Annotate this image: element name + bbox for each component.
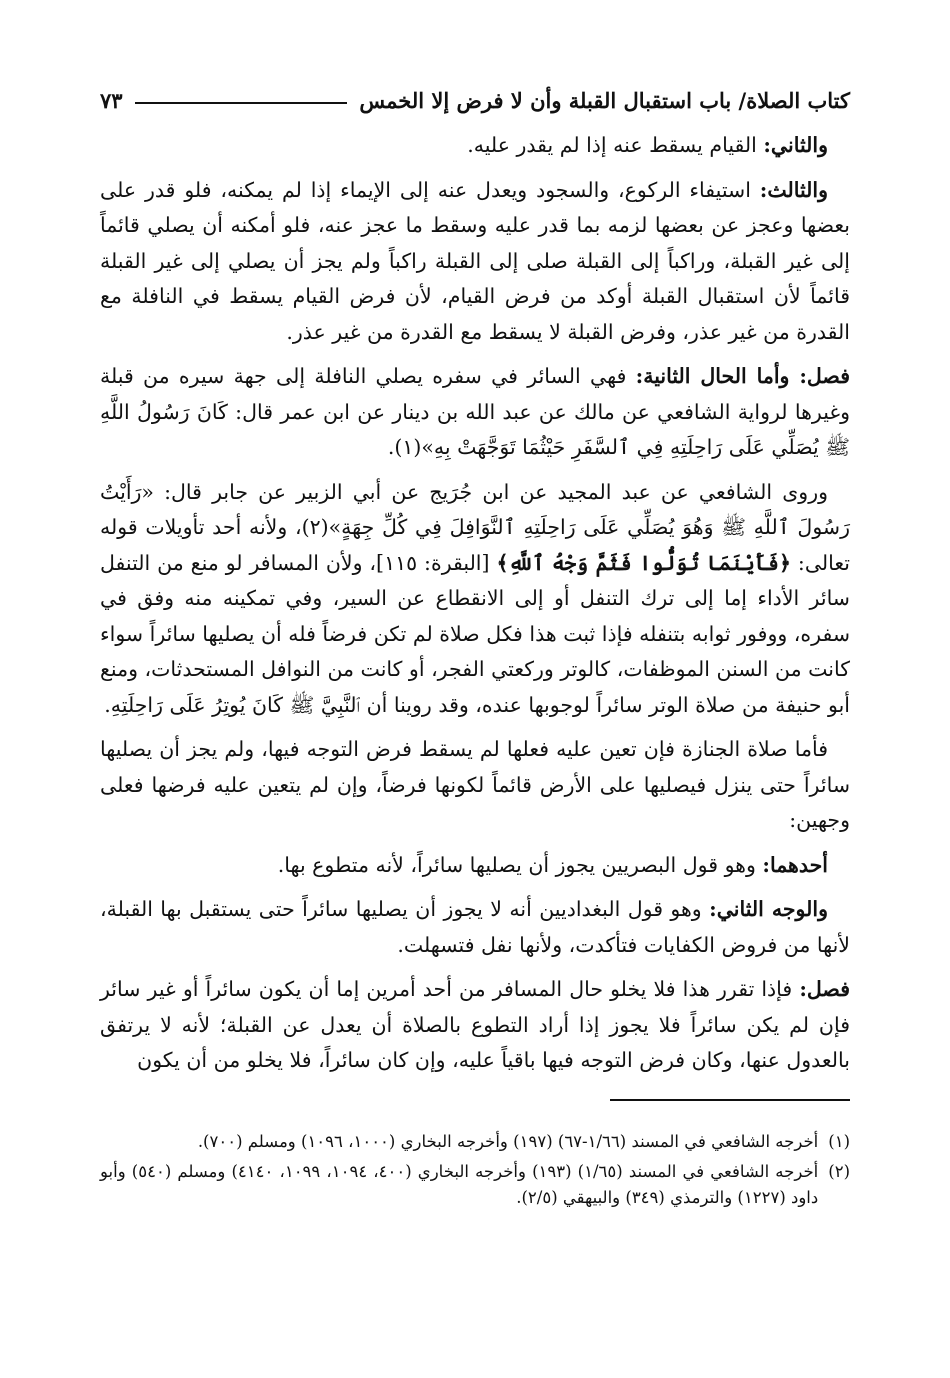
paragraph-jabir-narration (100, 475, 850, 724)
paragraph-text: استيفاء الركوع، والسجود ويعدل عنه إلى الإيماء إذا لم يمكنه، فلو قدر على بعضها وعجز عن بعضها لزمه بما قدر عليه وسقط ما عجز عنه، فلو أمكنه أن يصلي قائماً إلى غير القبلة، وراكباً إلى القبلة صلى إلى القبلة راكباً ولم يجز أن يصلي إلى غير القبلة قائماً لأن استقبال القبلة أوكد من فرض القيام، لأن فرض القيام يسقط في النافلة مع القدرة من غير عذر، وفرض القبلة لا يسقط مع القدرة من غير عذر. (100, 177, 850, 344)
main-text (100, 128, 850, 1079)
footnote-separator (610, 1099, 850, 1101)
footnotes (100, 1129, 850, 1211)
footnote (100, 1129, 850, 1155)
paragraph-lead: والوجه الثاني: (709, 897, 828, 921)
paragraph-second-condition (100, 128, 850, 164)
header-rule (135, 102, 348, 104)
paragraph-text: القيام يسقط عنه إذا لم يقدر عليه. (467, 133, 764, 157)
page-number: ٧٣ (100, 87, 123, 113)
running-title: كتاب الصلاة/ باب استقبال القبلة وأن لا فرض إلا الخمس (359, 87, 850, 113)
paragraph-lead: والثالث: (759, 177, 828, 202)
paragraph-text: [البقرة: ١١٥]، ولأن المسافر لو منع من التنفل سائر الأداء إما إلى ترك التنفل أو إلى الانقطاع عن السير، وفي تمكينه منه وفق في سفره، ووفور ثوابه بتنفله فإذا ثبت هذا فكل صلاة لم تكن فرضاً فله أن يصليها سائراً سواء كانت من السنن الموظفات، كالوتر وركعتي الفجر، أو كانت من النوافل المستحدثات، ومنع أبو حنيفة من صلاة الوتر سائراً لوجوبها عنده، وقد روينا أن ٱلنَّبِيَّ ﷺ كَانَ يُوتِرُ عَلَى رَاحِلَتِهِ. (100, 550, 850, 717)
footnote (100, 1159, 850, 1211)
footnote-mark: (٢) (828, 1161, 850, 1181)
paragraph-text: فهي السائر في سفره يصلي النافلة إلى جهة سيره من قبلة وغيرها لرواية الشافعي عن مالك عن عبد الله بن دينار عن ابن عمر قال: كَانَ رَسُولُ اللَّهِ ﷺ يُصَلِّي عَلَى رَاحِلَتِهِ فِي ٱلسَّفَرِ حَيْثُمَا تَوَجَّهَتْ بِهِ»(١). (100, 364, 850, 459)
paragraph-lead: فصل: وأما الحال الثانية: (635, 364, 851, 388)
paragraph-section-second-state (100, 359, 850, 466)
paragraph-funeral-prayer (100, 732, 850, 839)
paragraph-third-condition (100, 173, 850, 351)
footnote-text: أخرجه الشافعي في المسند (١/٦٥) (١٩٣) وأخرجه البخاري (٤٠٠، ١٠٩٤، ١٠٩٩، ٤١٤٠) ومسلم (٥٤٠) وأبو داود (١٢٢٧) والترمذي (٣٤٩) والبيهقي (٢/٥). (100, 1161, 819, 1207)
quran-verse: ﴿فَأَيْنَمَا تُوَلُّوا فَثَمَّ وَجْهُ ٱللَّهِ﴾ (496, 550, 791, 575)
footnote-mark: (١) (828, 1131, 850, 1151)
page-header (100, 80, 850, 120)
paragraph-text: وروى الشافعي عن عبد المجيد عن ابن جُرَيج عن أبي الزبير عن جابر قال: «رَأَيْتُ رَسُولَ ٱللَّهِ ﷺ وَهُوَ يُصَلِّي عَلَى رَاحِلَتِهِ ٱلنَّوَافِلَ فِي كُلِّ جِهَةٍ»(٢)، ولأنه أحد تأويلات قوله تعالى: (100, 479, 850, 575)
paragraph-text: وهو قول البصريين يجوز أن يصليها سائراً، لأنه متطوع بها. (277, 852, 763, 877)
paragraph-first-view (100, 848, 850, 884)
paragraph-text: فأما صلاة الجنازة فإن تعين عليه فعلها لم يسقط فرض التوجه فيها، ولم يجز أن يصليها سائراً حتى ينزل فيصليها على الأرض قائماً لكونها فرضاً، وإن لم يتعين عليه فرضها فعلى وجهين: (100, 737, 850, 832)
paragraph-text: وهو قول البغداديين أنه لا يجوز أن يصليها سائراً حتى يستقبل بها القبلة، لأنها من فروض الكفايات فتأكدت، ولأنها نفل فتسهلت. (100, 897, 850, 957)
paragraph-lead: فصل: (799, 977, 850, 1001)
paragraph-text: فإذا تقرر هذا فلا يخلو حال المسافر من أحد أمرين إما أن يكون سائراً أو غير سائر فإن لم يكن سائراً فلا يجوز إذا أراد التطوع بالصلاة أن يعدل عن القبلة؛ لأنه لا يرتفق بالعدول عنها، وكان فرض التوجه فيها باقياً عليه، وإن كان سائراً، فلا يخلو من أن يكون (100, 977, 850, 1072)
paragraph-lead: والثاني: (763, 133, 828, 157)
book-page (100, 80, 850, 1215)
footnote-text: أخرجه الشافعي في المسند (١/٦٦-٦٧) (١٩٧) وأخرجه البخاري (١٠٠٠، ١٠٩٦) ومسلم (٧٠٠). (197, 1131, 819, 1151)
paragraph-second-view (100, 892, 850, 963)
paragraph-lead: أحدهما: (762, 852, 828, 877)
paragraph-section-traveler (100, 972, 850, 1079)
